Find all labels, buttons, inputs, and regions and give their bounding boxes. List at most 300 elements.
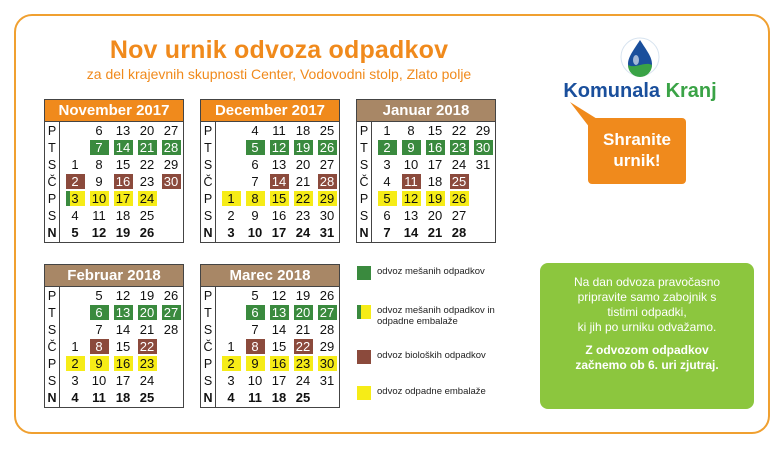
- calendar-day: [87, 157, 111, 172]
- day-number: 28: [162, 140, 181, 155]
- calendar-day: [219, 191, 243, 206]
- day-number: 25: [295, 390, 311, 405]
- day-number: 25: [450, 174, 469, 189]
- calendar-day: [291, 157, 315, 172]
- calendar-day: [219, 123, 243, 138]
- day-number: 28: [451, 225, 467, 240]
- calendar-day: [63, 225, 87, 240]
- day-number: 28: [163, 322, 179, 337]
- calendar-day: [63, 157, 87, 172]
- day-number: 25: [319, 123, 335, 138]
- day-number: 23: [294, 356, 313, 371]
- day-number: 6: [383, 208, 391, 223]
- calendar-week-row: [201, 207, 339, 224]
- calendar-day: [423, 140, 447, 155]
- calendar-week-row: [45, 287, 183, 304]
- calendar-grid: [201, 122, 339, 242]
- day-number: 26: [450, 191, 469, 206]
- calendar-day: [267, 174, 291, 189]
- calendar-day: [111, 373, 135, 388]
- day-number: 19: [294, 140, 313, 155]
- day-number: 26: [318, 140, 337, 155]
- water-drop-icon: [540, 34, 740, 80]
- calendar-day: [63, 390, 87, 405]
- calendar-day: [291, 174, 315, 189]
- calendar-day: [447, 225, 471, 240]
- calendar-day: [267, 356, 291, 371]
- calendar-day: [111, 339, 135, 354]
- calendar-week-row: [45, 372, 183, 389]
- day-number: 1: [71, 157, 79, 172]
- day-number: 19: [295, 288, 311, 303]
- legend-swatch: [357, 386, 371, 400]
- calendar-day: [243, 288, 267, 303]
- calendar-day: [135, 322, 159, 337]
- calendar-week-row: [201, 190, 339, 207]
- info-line-2: pripravite samo zabojnik s: [577, 290, 717, 304]
- calendar-day: [111, 305, 135, 320]
- day-label: P: [359, 123, 369, 138]
- calendar-day: [159, 305, 183, 320]
- day-number: 11: [92, 208, 106, 223]
- day-label: T: [48, 140, 56, 155]
- calendar-day: [63, 356, 87, 371]
- calendar-day: [159, 123, 183, 138]
- calendar-day: [267, 191, 291, 206]
- calendar-day: [399, 140, 423, 155]
- day-number: 13: [271, 157, 287, 172]
- day-number: 22: [138, 339, 157, 354]
- calendar-day: [423, 191, 447, 206]
- calendar-day: [315, 305, 339, 320]
- calendar-day: [315, 123, 339, 138]
- day-number: 6: [95, 123, 103, 138]
- calendar-day: [291, 305, 315, 320]
- day-number: 1: [222, 191, 241, 206]
- day-number: 6: [90, 305, 109, 320]
- calendar-day: [87, 191, 111, 206]
- day-label: P: [203, 191, 213, 206]
- calendar-day: [63, 208, 87, 223]
- day-number: 10: [403, 157, 419, 172]
- day-number: 8: [90, 339, 109, 354]
- day-number: 3: [66, 191, 85, 206]
- calendar-day: [159, 208, 183, 223]
- calendar-day: [87, 140, 111, 155]
- calendar-day: [219, 157, 243, 172]
- calendar-day: [243, 305, 267, 320]
- day-label: Č: [47, 174, 57, 189]
- day-label: T: [48, 305, 56, 320]
- calendar-day: [111, 225, 135, 240]
- calendar-day: [63, 373, 87, 388]
- day-number: 4: [227, 390, 235, 405]
- calendar-day: [87, 390, 111, 405]
- calendar-week-row: [201, 389, 339, 406]
- legend-item: [357, 305, 527, 327]
- calendar-day: [291, 140, 315, 155]
- calendar-day: [159, 288, 183, 303]
- day-number: 1: [71, 339, 79, 354]
- day-number: 25: [139, 390, 155, 405]
- calendar-week-row: [201, 224, 339, 241]
- day-number: 16: [114, 174, 133, 189]
- day-number: 7: [90, 140, 109, 155]
- calendar-day: [375, 140, 399, 155]
- calendar-week-row: [45, 224, 183, 241]
- day-number: 18: [427, 174, 443, 189]
- day-label: N: [203, 225, 213, 240]
- info-strong-1: Z odvozom odpadkov: [585, 343, 709, 357]
- calendar-day: [87, 288, 111, 303]
- calendar-week-row: [45, 139, 183, 156]
- calendar-week-row: [201, 321, 339, 338]
- calendar-day: [63, 123, 87, 138]
- bubble-line-2: urnik!: [613, 151, 661, 170]
- calendar-week-row: [201, 338, 339, 355]
- day-label: P: [47, 288, 57, 303]
- calendar-week-row: [201, 139, 339, 156]
- bubble-line-1: Shranite: [602, 130, 672, 149]
- calendar-day: [63, 288, 87, 303]
- calendar-week-row: [201, 122, 339, 139]
- day-number: 13: [114, 305, 133, 320]
- calendar-day: [111, 288, 135, 303]
- day-label: N: [47, 390, 57, 405]
- day-number: 20: [138, 305, 157, 320]
- day-number: 12: [270, 140, 289, 155]
- day-label: Č: [203, 339, 213, 354]
- calendar-day: [315, 339, 339, 354]
- calendar-day: [219, 208, 243, 223]
- calendar-day: [219, 305, 243, 320]
- calendar-day: [267, 140, 291, 155]
- calendar-day: [315, 356, 339, 371]
- day-number: 11: [92, 390, 106, 405]
- day-number: 27: [318, 305, 337, 320]
- calendar-grid: [45, 287, 183, 407]
- calendar-day: [291, 288, 315, 303]
- calendar-day: [315, 191, 339, 206]
- calendar-day: [135, 373, 159, 388]
- calendar-week-row: [201, 173, 339, 190]
- day-number: 29: [318, 191, 337, 206]
- day-number: 26: [319, 288, 335, 303]
- calendar-day: [291, 191, 315, 206]
- day-label: S: [203, 373, 213, 388]
- calendar-day: [135, 356, 159, 371]
- day-number: 2: [66, 356, 85, 371]
- calendar-day: [375, 123, 399, 138]
- calendar-day: [243, 356, 267, 371]
- calendar-day: [267, 208, 291, 223]
- day-number: 10: [90, 191, 109, 206]
- calendar-month: [200, 264, 340, 408]
- info-line-1: Na dan odvoza pravočasno: [573, 275, 721, 289]
- day-number: 15: [115, 339, 131, 354]
- calendar-week-row: [45, 207, 183, 224]
- day-number: 11: [248, 390, 262, 405]
- day-number: 13: [403, 208, 419, 223]
- calendar-week-row: [45, 173, 183, 190]
- logo-word-komunala: Komunala: [563, 80, 660, 102]
- calendar-day: [291, 322, 315, 337]
- calendar-month: [200, 99, 340, 243]
- day-number: 15: [115, 157, 131, 172]
- day-number: 30: [319, 208, 335, 223]
- day-label: P: [47, 123, 57, 138]
- calendar-day: [111, 157, 135, 172]
- calendar-day: [87, 305, 111, 320]
- day-number: 16: [114, 356, 133, 371]
- calendar-day: [111, 191, 135, 206]
- calendar-day: [87, 373, 111, 388]
- calendar-day: [243, 123, 267, 138]
- calendar-day: [471, 191, 495, 206]
- calendar-day: [111, 140, 135, 155]
- legend-label: odvoz mešanih odpadkov in odpadne embalaže: [377, 305, 495, 327]
- day-number: 15: [271, 339, 287, 354]
- calendar-day: [447, 191, 471, 206]
- calendar-day: [267, 288, 291, 303]
- day-label: Č: [359, 174, 369, 189]
- day-number: 27: [451, 208, 467, 223]
- legend-swatch: [357, 266, 371, 280]
- calendar-month: [44, 99, 184, 243]
- calendar-day: [159, 174, 183, 189]
- day-number: 11: [402, 174, 421, 189]
- day-label: S: [203, 322, 213, 337]
- calendar-day: [291, 390, 315, 405]
- legend-swatch: [357, 350, 371, 364]
- calendar-week-row: [357, 173, 495, 190]
- calendar-day: [111, 208, 135, 223]
- calendar-day: [399, 208, 423, 223]
- calendar-day: [291, 208, 315, 223]
- day-number: 8: [95, 157, 103, 172]
- day-label: S: [47, 322, 57, 337]
- calendar-week-row: [45, 156, 183, 173]
- day-label: P: [47, 191, 57, 206]
- day-number: 4: [71, 208, 79, 223]
- calendar-week-row: [45, 389, 183, 406]
- day-number: 21: [295, 174, 311, 189]
- day-number: 8: [407, 123, 415, 138]
- calendar-day: [63, 339, 87, 354]
- day-number: 16: [270, 356, 289, 371]
- calendar-day: [159, 373, 183, 388]
- day-number: 10: [91, 373, 107, 388]
- day-number: 22: [139, 157, 155, 172]
- day-number: 6: [251, 157, 259, 172]
- calendar-day: [471, 225, 495, 240]
- day-number: 17: [271, 373, 287, 388]
- day-number: 24: [295, 225, 311, 240]
- day-number: 22: [451, 123, 467, 138]
- calendar-day: [243, 208, 267, 223]
- day-number: 21: [138, 140, 157, 155]
- day-number: 31: [319, 373, 335, 388]
- calendar-day: [87, 339, 111, 354]
- calendar-month-title: Februar 2018: [45, 265, 183, 287]
- calendar-day: [399, 157, 423, 172]
- day-number: 12: [91, 225, 107, 240]
- calendar-day: [291, 373, 315, 388]
- calendar-day: [159, 356, 183, 371]
- day-number: 24: [139, 373, 155, 388]
- day-number: 14: [114, 140, 133, 155]
- day-number: 19: [139, 288, 155, 303]
- info-line-3: tistimi odpadki,: [607, 305, 687, 319]
- day-number: 20: [294, 305, 313, 320]
- calendar-day: [219, 356, 243, 371]
- day-number: 24: [138, 191, 157, 206]
- calendar-day: [63, 322, 87, 337]
- calendar-day: [291, 225, 315, 240]
- legend-item: [357, 350, 527, 364]
- day-number: 1: [227, 339, 235, 354]
- day-number: 21: [427, 225, 443, 240]
- calendar-day: [135, 225, 159, 240]
- calendar-day: [315, 174, 339, 189]
- day-label: P: [203, 356, 213, 371]
- legend-item: [357, 266, 527, 280]
- day-number: 25: [139, 208, 155, 223]
- day-number: 3: [227, 225, 235, 240]
- day-number: 29: [163, 157, 179, 172]
- calendar-day: [63, 305, 87, 320]
- day-number: 4: [383, 174, 391, 189]
- day-number: 3: [227, 373, 235, 388]
- calendar-day: [375, 225, 399, 240]
- day-number: 2: [222, 356, 241, 371]
- calendar-day: [219, 140, 243, 155]
- day-number: 11: [272, 123, 286, 138]
- calendar-day: [291, 123, 315, 138]
- day-number: 30: [162, 174, 181, 189]
- day-number: 14: [271, 322, 287, 337]
- calendar-day: [423, 174, 447, 189]
- day-number: 5: [378, 191, 397, 206]
- day-number: 23: [139, 174, 155, 189]
- calendar-day: [399, 123, 423, 138]
- calendar-day: [471, 140, 495, 155]
- calendar-grid: [357, 122, 495, 242]
- info-line-4: ki jih po urniku odvažamo.: [577, 320, 717, 334]
- day-number: 9: [251, 208, 259, 223]
- calendar-day: [471, 174, 495, 189]
- day-number: 16: [271, 208, 287, 223]
- calendar-day: [243, 390, 267, 405]
- day-label: S: [359, 208, 369, 223]
- calendar-day: [219, 288, 243, 303]
- calendar-week-row: [45, 321, 183, 338]
- day-number: 12: [115, 288, 131, 303]
- calendar-week-row: [45, 355, 183, 372]
- calendar-day: [135, 305, 159, 320]
- calendar-day: [111, 174, 135, 189]
- calendar-day: [135, 208, 159, 223]
- day-number: 5: [251, 288, 259, 303]
- calendar-month-title: December 2017: [201, 100, 339, 122]
- calendar-day: [135, 174, 159, 189]
- calendar-week-row: [201, 156, 339, 173]
- calendar-day: [219, 339, 243, 354]
- day-number: 5: [95, 288, 103, 303]
- calendar-week-row: [201, 355, 339, 372]
- legend-label: odvoz odpadne embalaže: [377, 386, 486, 397]
- calendar-day: [135, 339, 159, 354]
- day-label: S: [203, 157, 213, 172]
- day-label: S: [203, 208, 213, 223]
- calendar-day: [135, 191, 159, 206]
- calendar-grid: [201, 287, 339, 407]
- calendar-day: [135, 390, 159, 405]
- legend-swatch: [357, 305, 371, 319]
- day-number: 7: [251, 174, 259, 189]
- day-number: 24: [295, 373, 311, 388]
- day-number: 7: [251, 322, 259, 337]
- day-number: 15: [270, 191, 289, 206]
- day-number: 26: [139, 225, 155, 240]
- day-number: 30: [318, 356, 337, 371]
- calendar-day: [63, 174, 87, 189]
- day-number: 12: [402, 191, 421, 206]
- calendar-day: [267, 373, 291, 388]
- calendar-day: [111, 322, 135, 337]
- day-label: Č: [203, 174, 213, 189]
- calendar-day: [159, 140, 183, 155]
- day-number: 17: [271, 225, 287, 240]
- calendar-day: [399, 174, 423, 189]
- calendar-day: [159, 390, 183, 405]
- company-logo: [540, 34, 740, 104]
- day-number: 9: [90, 356, 109, 371]
- calendar-week-row: [357, 139, 495, 156]
- calendar-day: [243, 191, 267, 206]
- calendar-day: [159, 225, 183, 240]
- day-label: T: [204, 305, 212, 320]
- calendar-day: [447, 123, 471, 138]
- day-number: 21: [139, 322, 155, 337]
- info-box: [540, 263, 754, 409]
- calendar-day: [63, 140, 87, 155]
- calendar-day: [315, 225, 339, 240]
- day-number: 14: [270, 174, 289, 189]
- day-number: 19: [426, 191, 445, 206]
- day-number: 17: [115, 373, 131, 388]
- calendar-week-row: [201, 304, 339, 321]
- day-number: 7: [95, 322, 103, 337]
- calendar-day: [471, 123, 495, 138]
- day-number: 28: [319, 322, 335, 337]
- calendar-day: [471, 157, 495, 172]
- calendar-week-row: [45, 304, 183, 321]
- calendar-day: [243, 373, 267, 388]
- day-label: P: [203, 288, 213, 303]
- calendar-day: [219, 225, 243, 240]
- calendar-day: [291, 339, 315, 354]
- calendar-day: [135, 123, 159, 138]
- calendar-day: [447, 208, 471, 223]
- day-number: 2: [227, 208, 235, 223]
- calendar-month: [356, 99, 496, 243]
- calendar-day: [375, 191, 399, 206]
- calendar-day: [267, 123, 291, 138]
- day-number: 19: [115, 225, 131, 240]
- day-number: 4: [71, 390, 79, 405]
- day-number: 20: [139, 123, 155, 138]
